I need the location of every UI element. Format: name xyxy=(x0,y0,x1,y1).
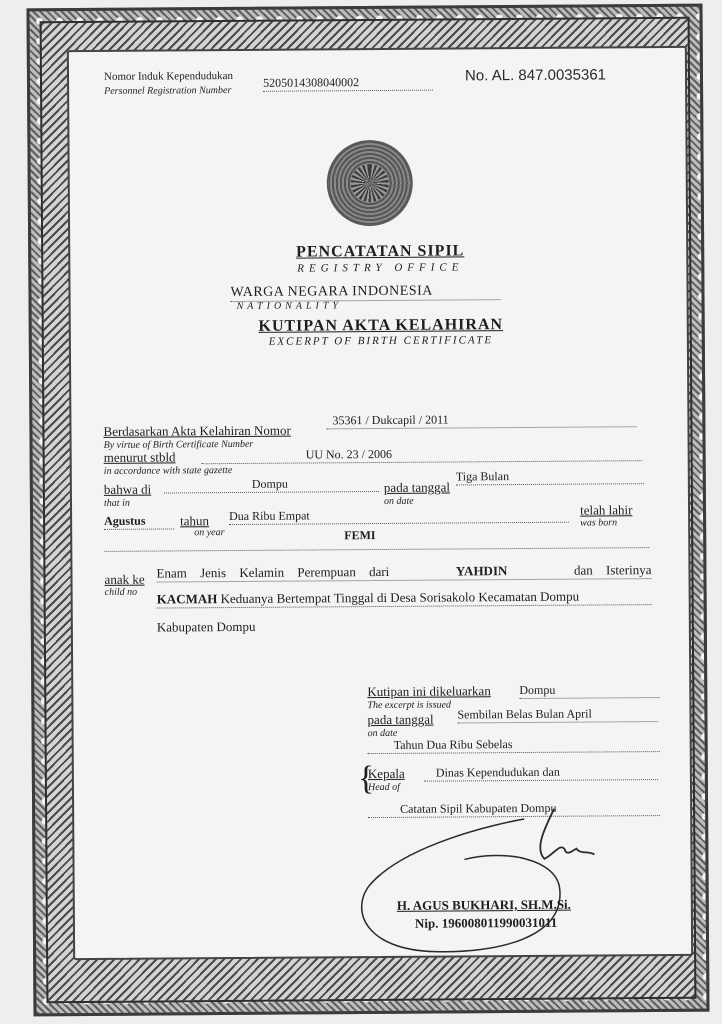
head-label-en: Head of xyxy=(367,781,400,794)
father-name: YAHDIN xyxy=(455,563,508,579)
act-number-label: Berdasarkan Akta Kelahiran Nomor xyxy=(103,422,291,439)
place-label: bahwa di xyxy=(103,481,152,497)
nik-sublabel: Personnel Registration Number xyxy=(104,85,232,97)
head-label: Kepala xyxy=(367,765,405,782)
act-number-value: 35361 / Dukcapil / 2011 xyxy=(326,411,636,429)
paragraph-text-1b: dan Isterinya xyxy=(573,562,652,578)
issued-date-label-en: on date xyxy=(367,727,398,740)
paragraph-text-2: Keduanya Bertempat Tinggal di Desa Sorisakolo Kecamatan Dompu xyxy=(220,588,580,607)
issued-label-en: The excerpt is issued xyxy=(367,699,452,712)
document-title-en: EXCERPT OF BIRTH CERTIFICATE xyxy=(268,334,494,348)
head-office-line-1: Dinas Kependudukan dan xyxy=(424,764,658,782)
head-office-line-2: Catatan Sipil Kabupaten Dompu xyxy=(368,800,660,818)
nik-value: 5205014308040002 xyxy=(263,75,433,92)
act-number-label-en: By virtue of Birth Certificate Number xyxy=(103,438,254,451)
mother-name: KACMAH xyxy=(156,591,218,607)
year-value: Dua Ribu Empat xyxy=(229,507,569,525)
date-value: Tiga Bulan xyxy=(456,468,644,485)
issued-date-label: pada tanggal xyxy=(367,711,434,728)
issued-date-2: Tahun Dua Ribu Sebelas xyxy=(368,736,660,754)
issued-label: Kutipan ini dikeluarkan xyxy=(367,683,491,700)
date-label: pada tanggal xyxy=(383,479,451,495)
certificate-paper xyxy=(67,46,693,960)
year-label: tahun xyxy=(180,513,210,529)
official-nip: Nip. 196008011990031011 xyxy=(414,914,558,931)
born-label-en: was born xyxy=(580,517,618,529)
issued-date-1: Sembilan Belas Bulan April xyxy=(457,706,657,723)
child-name: FEMI xyxy=(344,528,376,543)
stbld-label-en: in accordance with state gazette xyxy=(103,465,233,477)
place-value: Dompu xyxy=(164,476,379,494)
child-order-label: anak ke xyxy=(104,571,145,587)
child-order-label-en: child no xyxy=(104,586,138,598)
date-label-en: on date xyxy=(383,495,414,507)
issued-place: Dompu xyxy=(519,682,659,699)
place-label-en: that in xyxy=(103,497,130,509)
month-value: Agustus xyxy=(104,513,174,529)
paragraph-text-1a: Enam Jenis Kelamin Perempuan dari xyxy=(156,563,390,581)
name-line xyxy=(104,540,649,552)
official-seal-icon xyxy=(326,140,413,227)
stbld-label: menurut stbld xyxy=(103,449,176,465)
nationality-title: WARGA NEGARA INDONESIA xyxy=(230,283,500,302)
office-title-en: REGISTRY OFFICE xyxy=(297,261,464,275)
official-name: H. AGUS BUKHARI, SH.M.Si. xyxy=(396,896,571,913)
year-label-en: on year xyxy=(194,527,225,539)
signature-icon xyxy=(344,788,605,960)
stbld-value: UU No. 23 / 2006 xyxy=(202,445,642,464)
office-title: PENCATATAN SIPIL xyxy=(296,242,465,261)
document-title: KUTIPAN AKTA KELAHIRAN xyxy=(258,316,504,335)
serial-number: No. AL. 847.0035361 xyxy=(464,66,607,85)
brace-icon: { xyxy=(357,760,375,798)
paragraph-line-3: Kabupaten Dompu xyxy=(156,618,256,635)
nik-label: Nomor Induk Kependudukan xyxy=(103,70,233,83)
paragraph-line-2 xyxy=(157,588,652,608)
nationality-title-en: NATIONALITY xyxy=(236,300,342,312)
born-label: telah lahir xyxy=(580,502,633,518)
paragraph-line-1 xyxy=(156,562,651,582)
